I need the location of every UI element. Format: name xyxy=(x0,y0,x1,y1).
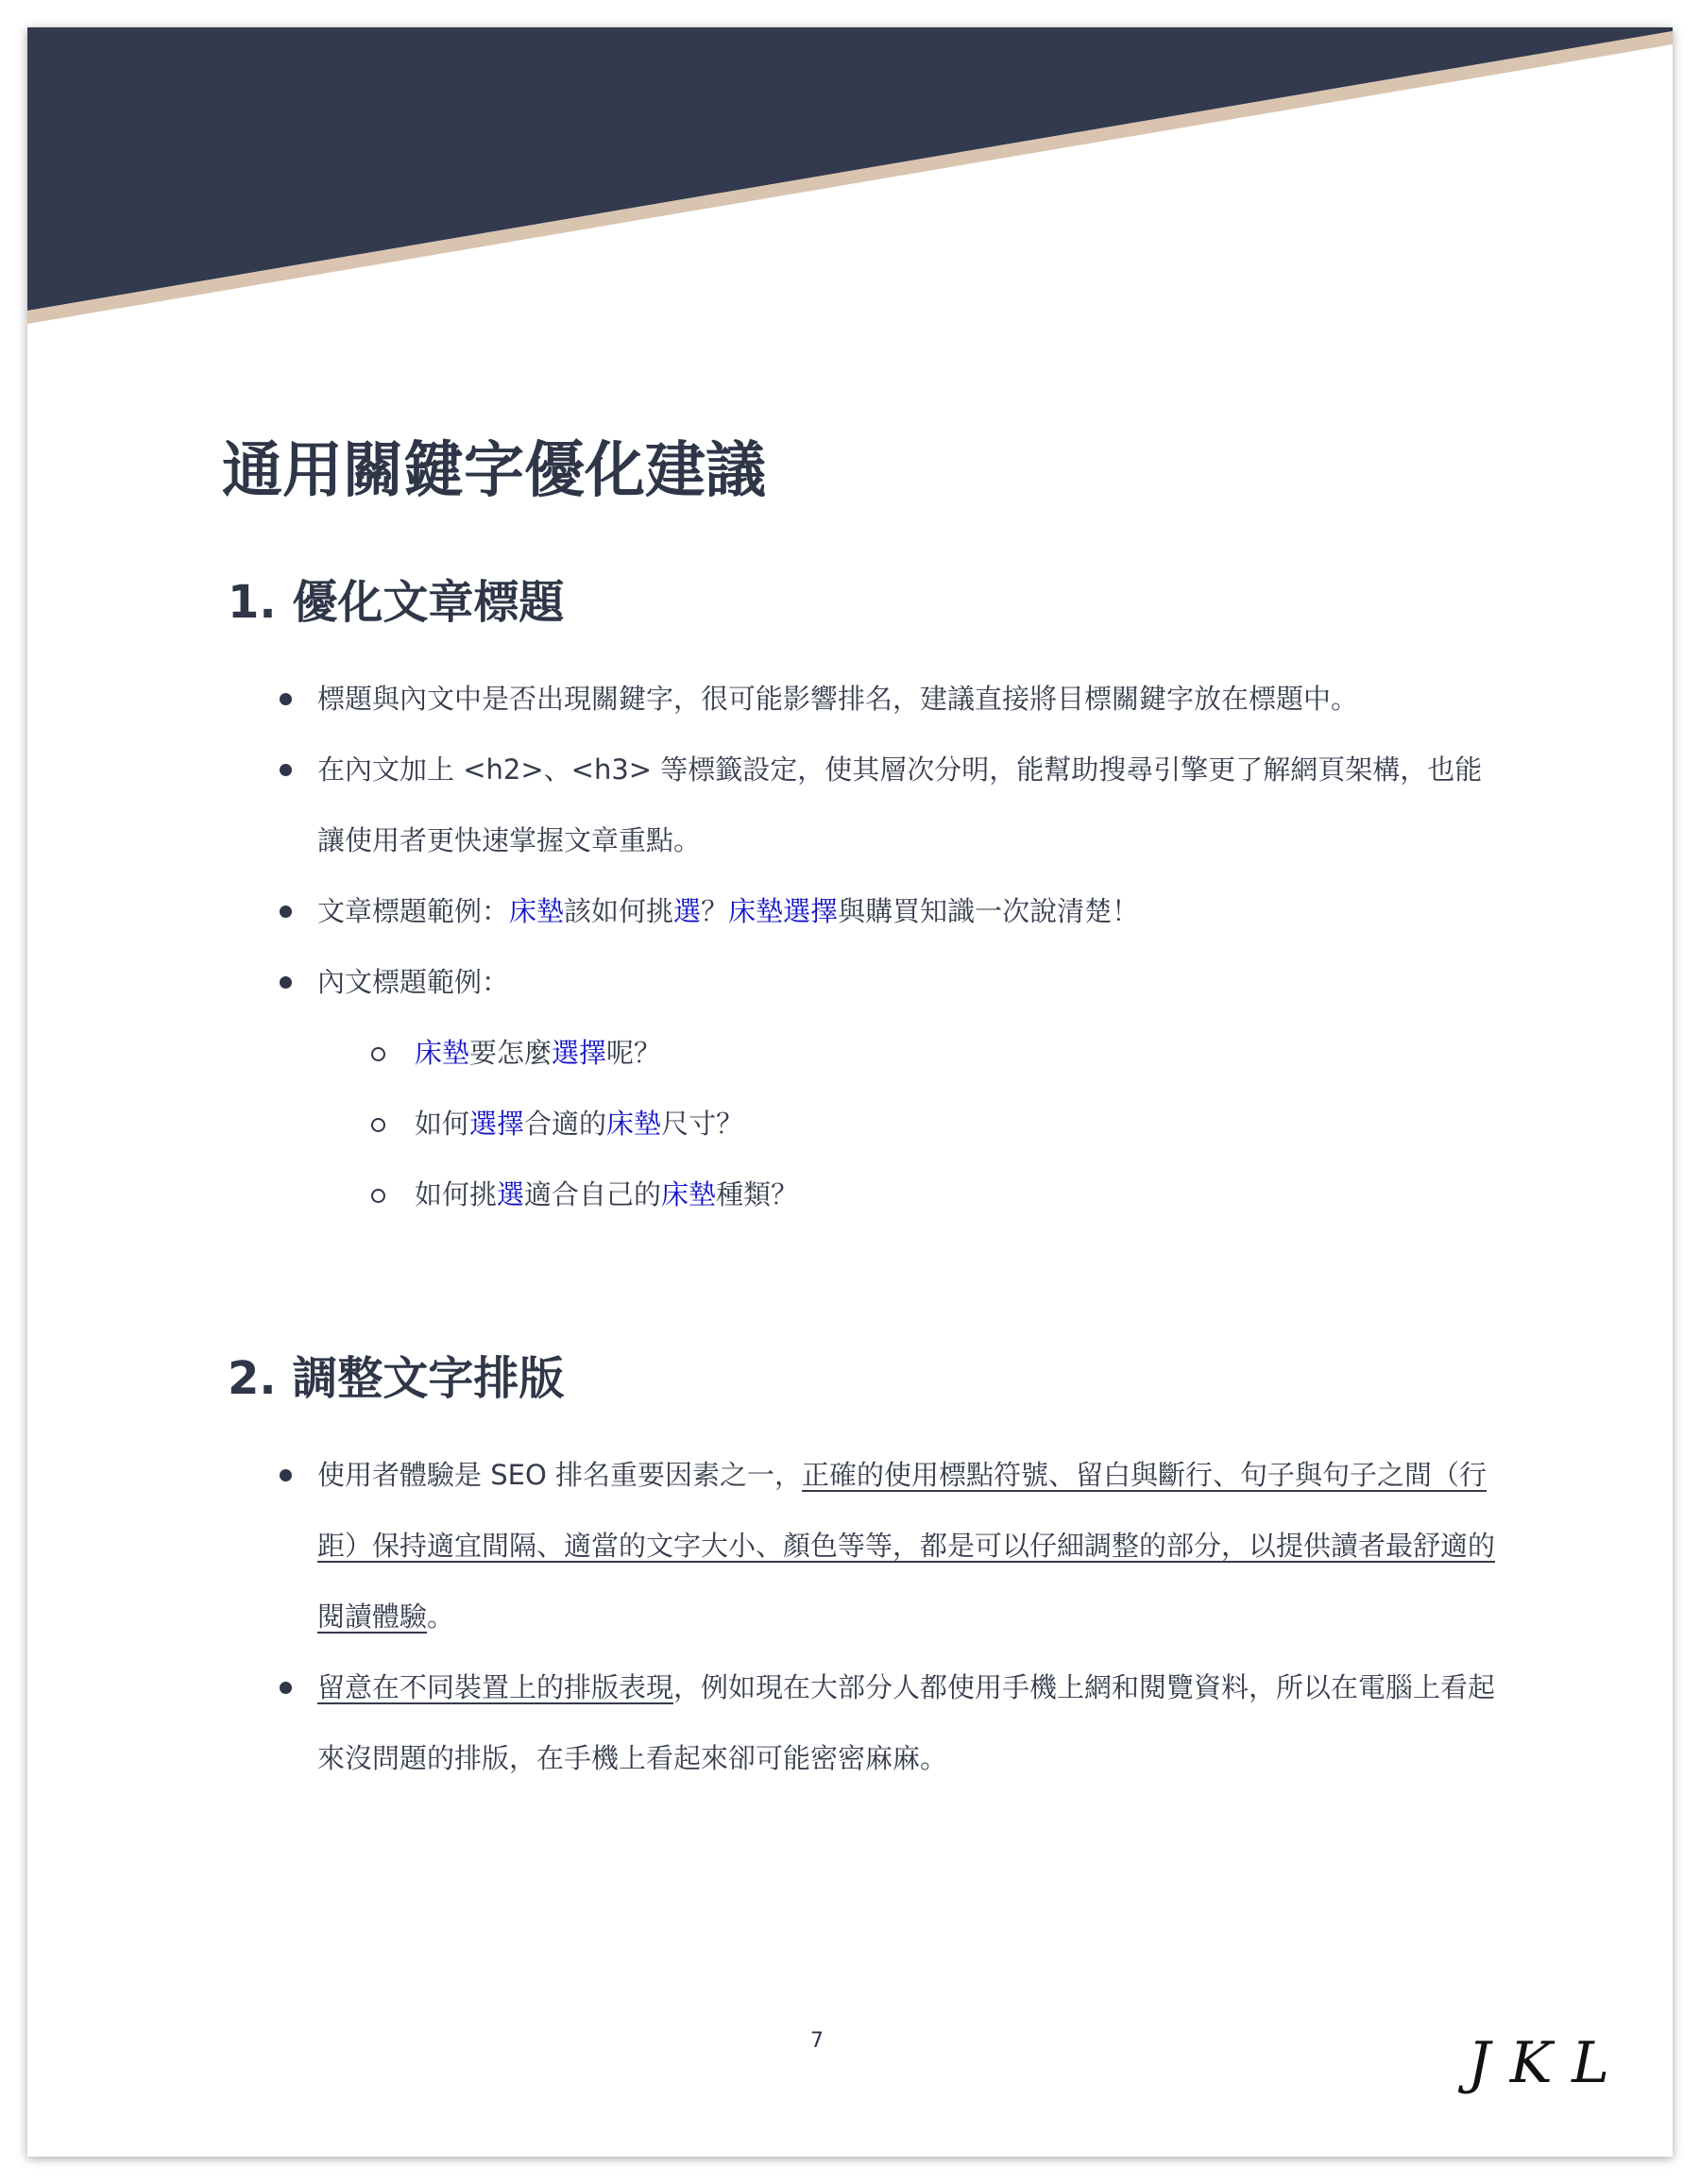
underlined-text: 留意在不同裝置上的排版表現 xyxy=(317,1671,674,1703)
page-number: 7 xyxy=(810,2029,824,2053)
section1-list xyxy=(275,664,1503,1230)
section2-list xyxy=(275,1440,1503,1794)
section-heading-1: 1. 優化文章標題 xyxy=(228,576,565,629)
keyword: 床墊 xyxy=(509,895,565,927)
list-item: 使用者體驗是 SEO 排名重要因素之一，正確的使用標點符號、留白與斷行、句子與句子之間（行距）保持適宜間隔、適當的文字大小、顏色等等，都是可以仔細調整的部分，以提供讀者最舒適的閱讀體驗。 xyxy=(275,1440,1503,1652)
list-item: 標題與內文中是否出現關鍵字，很可能影響排名，建議直接將目標關鍵字放在標題中。 xyxy=(275,664,1503,735)
list-item: 文章標題範例：床墊該如何挑選？床墊選擇與購買知識一次說清楚！ xyxy=(275,876,1503,947)
page-title: 通用關鍵字優化建議 xyxy=(222,436,766,506)
list-item: 留意在不同裝置上的排版表現，例如現在大部分人都使用手機上網和閱覽資料，所以在電腦上看起來沒問題的排版，在手機上看起來卻可能密密麻麻。 xyxy=(275,1652,1503,1794)
svg-text:JKL: JKL xyxy=(1468,2030,1609,2096)
document-page xyxy=(27,27,1673,2157)
keyword: 選 xyxy=(673,895,702,927)
header-banner xyxy=(27,27,1673,339)
banner-navy-shape xyxy=(27,27,1673,311)
section-heading-2: 2. 調整文字排版 xyxy=(228,1352,565,1405)
list-item: 在內文加上 <h2>、<h3> 等標籤設定，使其層次分明，能幫助搜尋引擎更了解網頁架構，也能讓使用者更快速掌握文章重點。 xyxy=(275,735,1503,876)
list-item: 內文標題範例： xyxy=(275,947,1503,1018)
sub-list-item: 如何選擇合適的床墊尺寸？ xyxy=(275,1089,1503,1160)
keyword: 床墊選擇 xyxy=(728,895,839,927)
underlined-text: 正確的使用標點符號、留白與斷行、句子與句子之間（行距）保持適宜間隔、適當的文字大小、顏色等等，都是可以仔細調整的部分，以提供讀者最舒適的閱讀體驗 xyxy=(317,1459,1496,1633)
sub-list-item: 床墊要怎麼選擇呢？ xyxy=(275,1018,1503,1089)
sub-list-item: 如何挑選適合自己的床墊種類？ xyxy=(275,1160,1503,1230)
jkl-logo xyxy=(1458,2027,1614,2098)
